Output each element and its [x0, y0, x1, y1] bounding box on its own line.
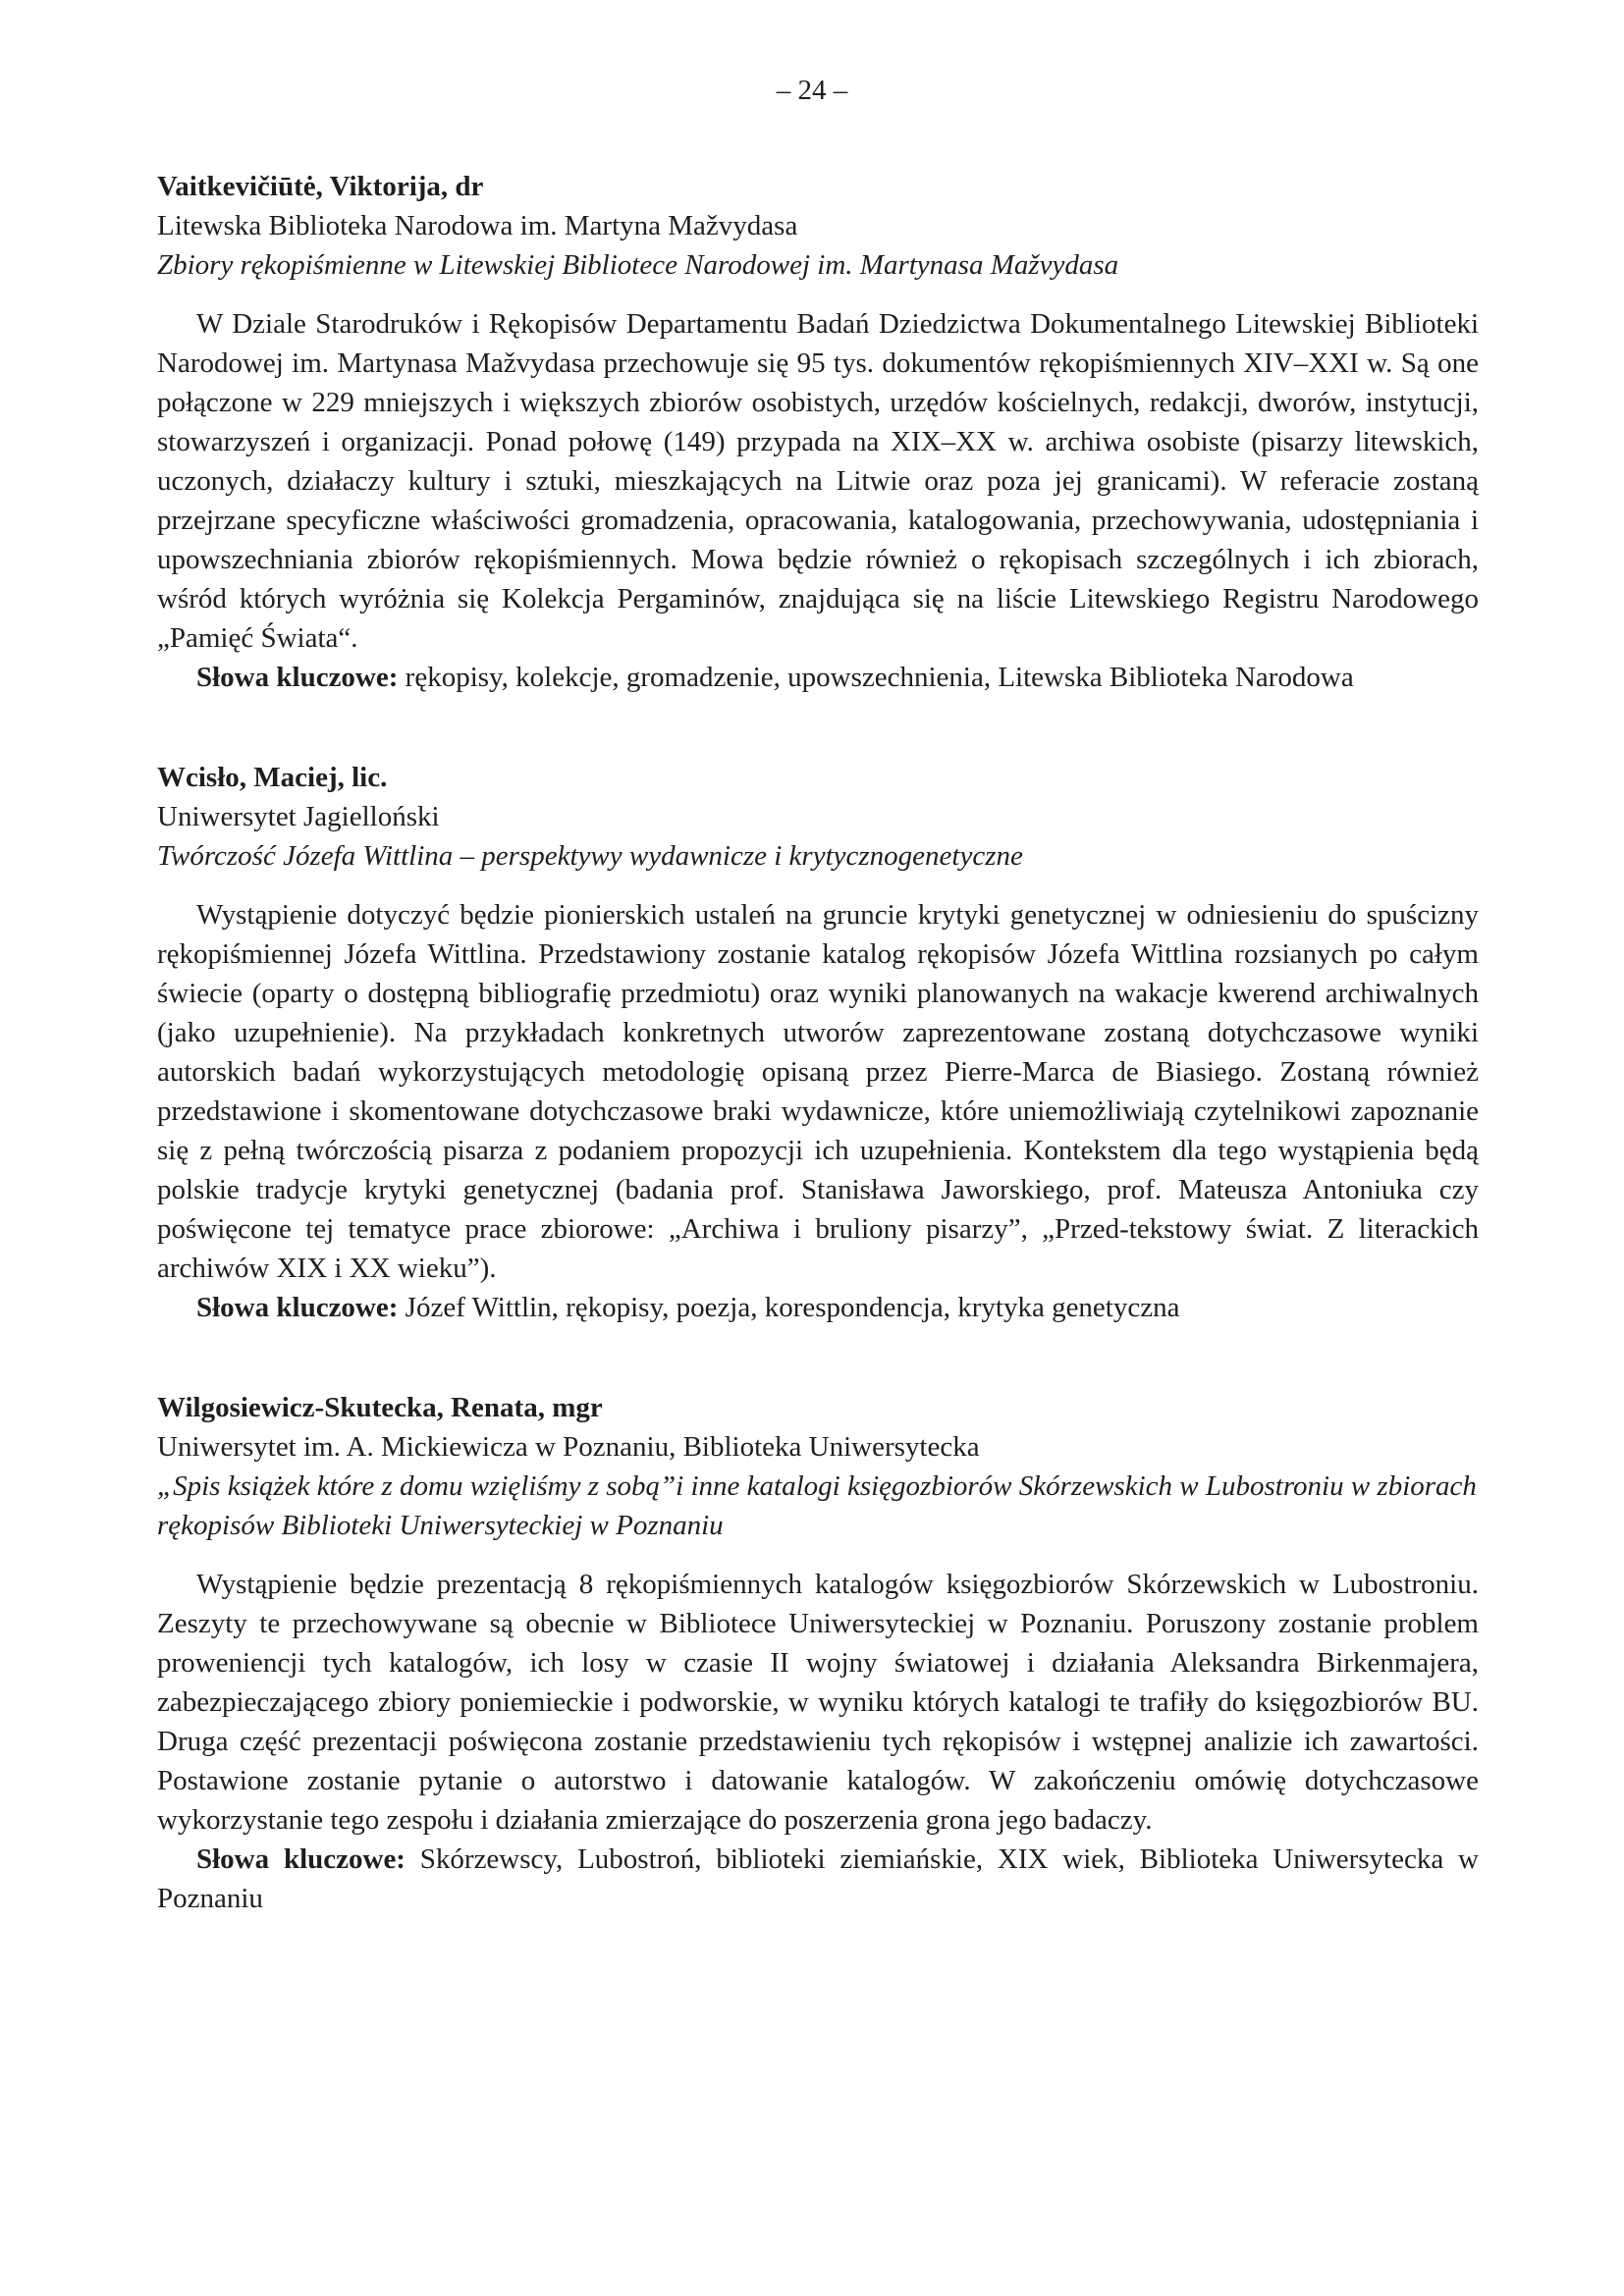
page-number: – 24 – [776, 75, 848, 106]
talk-title: „Spis książek które z domu wzięliśmy z sobą”i inne katalogi księgozbiorów Skórzewskich w Lubostroniu w zbiorach rękopisów Biblioteki Uniwersyteckiej w Poznaniu [157, 1470, 1477, 1541]
author-affiliation: Uniwersytet Jagielloński [157, 801, 440, 832]
author-name: Wilgosiewicz-Skutecka, Renata, mgr [157, 1392, 603, 1423]
keywords-text: rękopisy, kolekcje, gromadzenie, upowszechnienia, Litewska Biblioteka Narodowa [398, 662, 1354, 693]
keywords-label: Słowa kluczowe: [196, 1292, 399, 1323]
abstract-text: Wystąpienie dotyczyć będzie pionierskich ustaleń na gruncie krytyki genetycznej w odniesieniu do spuścizny rękopiśmiennej Józefa Wittlina. Przedstawiony zostanie katalog rękopisów Józefa Wittlina rozsianych po całym świecie (oparty o dostępną bibliografię przedmiotu) oraz wyniki planowanych na wakacje kwerend archiwalnych (jako uzupełnienie). Na przykładach konkretnych utworów zaprezentowane zostaną dotychczasowe wyniki autorskich badań wykorzystujących metodologię opisaną przez Pierre-Marca de Biasiego. Zostaną również przedstawione i skomentowane dotychczasowe braki wydawnicze, które uniemożliwiają czytelnikowi zapoznanie się z pełną twórczością pisarza z podaniem propozycji ich uzupełnienia. Kontekstem dla tego wystąpienia będą polskie tradycje krytyki genetycznej (badania prof. Stanisława Jaworskiego, prof. Mateusza Antoniuka czy poświęcone tej tematyce prace zbiorowe: „Archiwa i bruliony pisarzy”, „Przed-tekstowy świat. Z literackich archiwów XIX i XX wieku”). [157, 899, 1479, 1284]
author-affiliation: Uniwersytet im. A. Mickiewicza w Poznaniu, Biblioteka Uniwersytecka [157, 1431, 980, 1463]
talk-title: Twórczość Józefa Wittlina – perspektywy wydawnicze i krytycznogenetyczne [157, 840, 1023, 872]
author-affiliation: Litewska Biblioteka Narodowa im. Martyna Mažvydasa [157, 210, 798, 241]
keywords-label: Słowa kluczowe: [196, 662, 399, 693]
keywords-line [157, 658, 1479, 697]
author-name: Vaitkevičiūtė, Viktorija, dr [157, 171, 484, 202]
keywords-text: Józef Wittlin, rękopisy, poezja, korespondencja, krytyka genetyczna [398, 1292, 1180, 1323]
abstract-entry [157, 1388, 1479, 1918]
abstract-entry [157, 167, 1479, 697]
keywords-label: Słowa kluczowe: [196, 1843, 406, 1875]
abstract-text: W Dziale Starodruków i Rękopisów Departamentu Badań Dziedzictwa Dokumentalnego Litewskiej Biblioteki Narodowej im. Martynasa Mažvydasa przechowuje się 95 tys. dokumentów rękopiśmiennych XIV–XXI w. Są one połączone w 229 mniejszych i większych zbiorów osobistych, urzędów kościelnych, redakcji, dworów, instytucji, stowarzyszeń i organizacji. Ponad połowę (149) przypada na XIX–XX w. archiwa osobiste (pisarzy litewskich, uczonych, działaczy kultury i sztuki, mieszkających na Litwie oraz poza jej granicami). W referacie zostaną przejrzane specyficzne właściwości gromadzenia, opracowania, katalogowania, przechowywania, udostępniania i upowszechniania zbiorów rękopiśmiennych. Mowa będzie również o rękopisach szczególnych i ich zbiorach, wśród których wyróżnia się Kolekcja Pergaminów, znajdująca się na liście Litewskiego Registru Narodowego „Pamięć Świata“. [157, 308, 1479, 654]
abstract-text: Wystąpienie będzie prezentacją 8 rękopiśmiennych katalogów księgozbiorów Skórzewskich w Lubostroniu. Zeszyty te przechowywane są obecnie w Bibliotece Uniwersyteckiej w Poznaniu. Poruszony zostanie problem prowenienсji tych katalogów, ich losy w czasie II wojny światowej i działania Aleksandra Birkenmajera, zabezpieczającego zbiory poniemieckie i podworskie, w wyniku których katalogi te trafiły do księgozbiorów BU. Druga część prezentacji poświęcona zostanie przedstawieniu tych rękopisów i wstępnej analizie ich zawartości. Postawione zostanie pytanie o autorstwo i datowanie katalogów. W zakończeniu omówię dotychczasowe wykorzystanie tego zespołu i działania zmierzające do poszerzenia grona jego badaczy. [157, 1569, 1479, 1836]
keywords-line [157, 1840, 1479, 1918]
page-content [157, 167, 1479, 1979]
keywords-text: Skórzewscy, Lubostroń, biblioteki ziemiańskie, XIX wiek, Biblioteka Uniwersytecka w Poznaniu [157, 1843, 1479, 1914]
talk-title: Zbiory rękopiśmienne w Litewskiej Bibliotece Narodowej im. Martynasa Mažvydasa [157, 249, 1119, 281]
abstract-entry [157, 758, 1479, 1327]
author-name: Wcisło, Maciej, lic. [157, 762, 388, 793]
keywords-line [157, 1288, 1479, 1327]
